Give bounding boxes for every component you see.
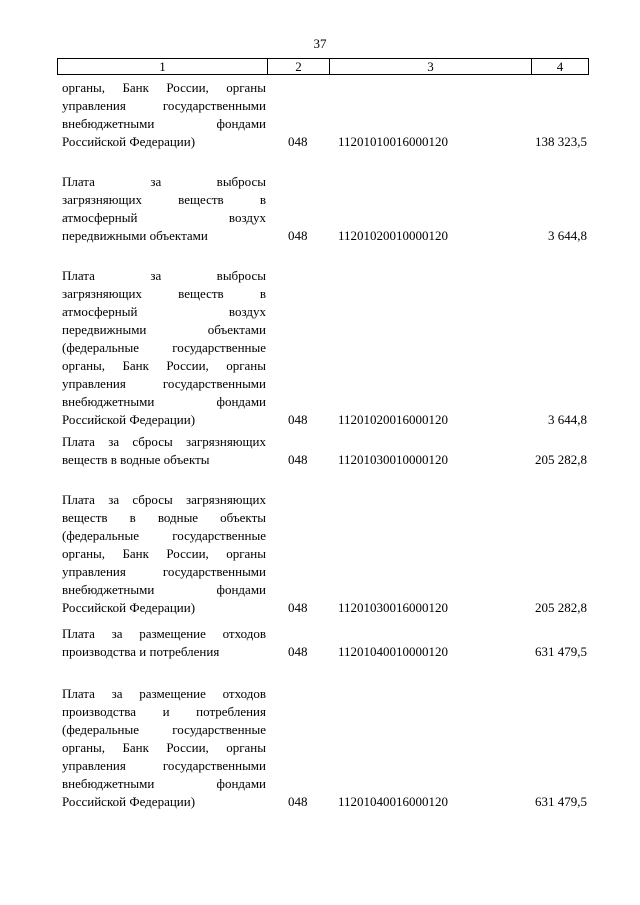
description-line: Плата за выбросы xyxy=(62,174,266,189)
description-line: (федеральные государственные xyxy=(62,722,266,737)
row-description xyxy=(62,625,266,661)
budget-classification-code: 11201030010000120 xyxy=(338,452,449,467)
description-line: Плата за размещение отходов xyxy=(62,626,266,641)
row-description xyxy=(62,491,266,617)
table-row xyxy=(62,267,590,429)
budget-classification-code: 11201040016000120 xyxy=(338,794,449,809)
header-col-2: 2 xyxy=(268,59,330,74)
description-line: внебюджетными фондами xyxy=(62,394,266,409)
description-line: Российской Федерации) xyxy=(62,600,196,615)
budget-classification-code: 11201020010000120 xyxy=(338,228,449,243)
description-line: атмосферный воздух xyxy=(62,304,266,319)
description-line: Плата за размещение отходов xyxy=(62,686,266,701)
description-line: управления государственными xyxy=(62,564,266,579)
description-line: Плата за сбросы загрязняющих xyxy=(62,492,266,507)
budget-classification-code: 11201020016000120 xyxy=(338,412,449,427)
amount-value: 3 644,8 xyxy=(548,412,587,427)
description-line: производства и потребления xyxy=(62,644,220,659)
amount-value: 205 282,8 xyxy=(535,452,587,467)
row-description xyxy=(62,173,266,245)
description-line: веществ в водные объекты xyxy=(62,452,210,467)
admin-code: 048 xyxy=(288,228,308,243)
description-line: органы, Банк России, органы xyxy=(62,358,266,373)
description-line: веществ в водные объекты xyxy=(62,510,266,525)
description-line: передвижными объектами xyxy=(62,322,266,337)
table-row xyxy=(62,625,590,661)
admin-code: 048 xyxy=(288,644,308,659)
description-line: Плата за сбросы загрязняющих xyxy=(62,434,266,449)
amount-value: 3 644,8 xyxy=(548,228,587,243)
description-line: органы, Банк России, органы xyxy=(62,740,266,755)
header-col-3: 3 xyxy=(330,59,532,74)
description-line: управления государственными xyxy=(62,98,266,113)
description-line: Российской Федерации) xyxy=(62,134,196,149)
table-header-row xyxy=(57,58,589,75)
table-row xyxy=(62,79,590,151)
description-line: (федеральные государственные xyxy=(62,340,266,355)
description-line: загрязняющих веществ в xyxy=(62,192,266,207)
description-line: передвижными объектами xyxy=(62,228,208,243)
budget-classification-code: 11201030016000120 xyxy=(338,600,449,615)
description-line: внебюджетными фондами xyxy=(62,582,266,597)
admin-code: 048 xyxy=(288,600,308,615)
description-line: Плата за выбросы xyxy=(62,268,266,283)
description-line: загрязняющих веществ в xyxy=(62,286,266,301)
admin-code: 048 xyxy=(288,452,308,467)
page-number: 37 xyxy=(313,36,327,51)
row-description xyxy=(62,267,266,429)
amount-value: 138 323,5 xyxy=(535,134,587,149)
row-description xyxy=(62,685,266,811)
row-description xyxy=(62,79,266,151)
description-line: Российской Федерации) xyxy=(62,794,196,809)
description-line: (федеральные государственные xyxy=(62,528,266,543)
description-line: управления государственными xyxy=(62,758,266,773)
description-line: управления государственными xyxy=(62,376,266,391)
table-row xyxy=(62,433,590,469)
amount-value: 631 479,5 xyxy=(535,794,587,809)
description-line: атмосферный воздух xyxy=(62,210,266,225)
description-line: внебюджетными фондами xyxy=(62,776,266,791)
amount-value: 631 479,5 xyxy=(535,644,587,659)
description-line: производства и потребления xyxy=(62,704,266,719)
admin-code: 048 xyxy=(288,134,308,149)
row-description xyxy=(62,433,266,469)
header-col-4: 4 xyxy=(556,58,564,74)
table-row xyxy=(62,685,590,811)
budget-classification-code: 11201040010000120 xyxy=(338,644,449,659)
header-col-1: 1 xyxy=(58,59,268,74)
admin-code: 048 xyxy=(288,412,308,427)
description-line: Российской Федерации) xyxy=(62,412,196,427)
budget-classification-code: 11201010016000120 xyxy=(338,134,449,149)
admin-code: 048 xyxy=(288,794,308,809)
amount-value: 205 282,8 xyxy=(535,600,587,615)
table-row xyxy=(62,491,590,617)
description-line: органы, Банк России, органы xyxy=(62,80,266,95)
description-line: органы, Банк России, органы xyxy=(62,546,266,561)
table-row xyxy=(62,173,590,245)
description-line: внебюджетными фондами xyxy=(62,116,266,131)
